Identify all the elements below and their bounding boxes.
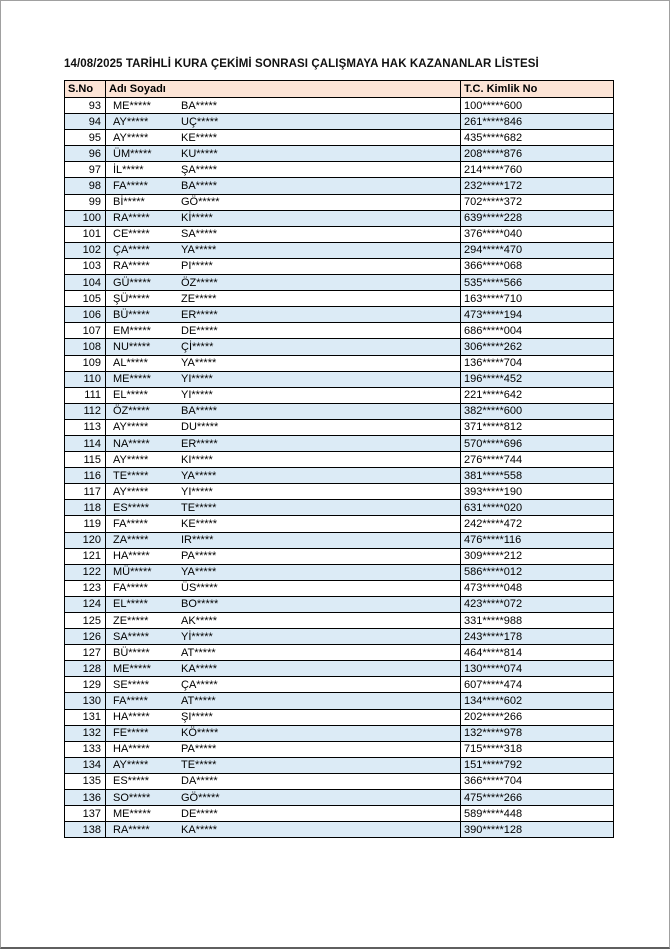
row-number-cell: 118 — [65, 500, 106, 516]
masked-last-name: KÖ***** — [181, 727, 219, 740]
masked-first-name: EL***** — [113, 389, 148, 402]
table-row — [65, 773, 614, 789]
row-name-cell — [106, 178, 461, 194]
masked-first-name: AY***** — [113, 485, 149, 498]
masked-last-name: YA***** — [181, 244, 217, 257]
row-name-cell — [106, 146, 461, 162]
table-row — [65, 258, 614, 274]
row-id-number-cell: 208*****876 — [461, 146, 614, 162]
row-name-cell — [106, 355, 461, 371]
masked-first-name: ME***** — [113, 373, 151, 386]
masked-first-name: ME***** — [113, 99, 151, 112]
row-number-cell: 103 — [65, 258, 106, 274]
table-row — [65, 790, 614, 806]
row-name-cell — [106, 419, 461, 435]
masked-last-name: DE***** — [181, 324, 218, 337]
table-row — [65, 355, 614, 371]
table-row — [65, 194, 614, 210]
row-name-cell — [106, 677, 461, 693]
row-name-cell — [106, 130, 461, 146]
row-number-cell: 135 — [65, 773, 106, 789]
row-id-number-cell: 134*****602 — [461, 693, 614, 709]
table-row — [65, 403, 614, 419]
masked-first-name: TE***** — [113, 469, 149, 482]
row-id-number-cell: 473*****194 — [461, 307, 614, 323]
row-name-cell — [106, 790, 461, 806]
masked-last-name: Yİ***** — [181, 630, 213, 643]
row-name-cell — [106, 822, 461, 838]
row-id-number-cell: 464*****814 — [461, 645, 614, 661]
table-row — [65, 162, 614, 178]
masked-first-name: GÜ***** — [113, 276, 151, 289]
masked-first-name: AY***** — [113, 759, 149, 772]
row-number-cell: 122 — [65, 564, 106, 580]
row-name-cell — [106, 629, 461, 645]
table-row — [65, 114, 614, 130]
table-row — [65, 146, 614, 162]
row-number-cell: 129 — [65, 677, 106, 693]
masked-last-name: KE***** — [181, 131, 218, 144]
row-name-cell — [106, 323, 461, 339]
masked-last-name: ÇA***** — [181, 678, 218, 691]
row-id-number-cell: 639*****228 — [461, 210, 614, 226]
row-id-number-cell: 196*****452 — [461, 371, 614, 387]
column-header-sno: S.No — [65, 81, 106, 98]
row-name-cell — [106, 725, 461, 741]
row-number-cell: 98 — [65, 178, 106, 194]
masked-first-name: AY***** — [113, 421, 149, 434]
row-number-cell: 111 — [65, 387, 106, 403]
table-row — [65, 178, 614, 194]
row-id-number-cell: 476*****116 — [461, 532, 614, 548]
table-row — [65, 693, 614, 709]
masked-last-name: YA***** — [181, 357, 217, 370]
row-number-cell: 100 — [65, 210, 106, 226]
masked-last-name: PA***** — [181, 743, 217, 756]
row-id-number-cell: 570*****696 — [461, 435, 614, 451]
masked-first-name: Bİ***** — [113, 196, 145, 209]
row-id-number-cell: 393*****190 — [461, 484, 614, 500]
row-number-cell: 101 — [65, 226, 106, 242]
masked-first-name: NA***** — [113, 437, 150, 450]
row-number-cell: 104 — [65, 275, 106, 291]
table-row — [65, 339, 614, 355]
masked-first-name: AY***** — [113, 115, 149, 128]
table-row — [65, 307, 614, 323]
row-name-cell — [106, 387, 461, 403]
row-id-number-cell: 715*****318 — [461, 741, 614, 757]
row-name-cell — [106, 564, 461, 580]
row-id-number-cell: 163*****710 — [461, 291, 614, 307]
table-header-row — [65, 81, 614, 98]
masked-first-name: FA***** — [113, 582, 148, 595]
masked-last-name: DE***** — [181, 807, 218, 820]
table-row — [65, 435, 614, 451]
table-row — [65, 323, 614, 339]
row-id-number-cell: 136*****704 — [461, 355, 614, 371]
table-row — [65, 806, 614, 822]
row-id-number-cell: 381*****558 — [461, 468, 614, 484]
row-number-cell: 106 — [65, 307, 106, 323]
table-header — [65, 81, 614, 98]
masked-last-name: TE***** — [181, 759, 217, 772]
row-id-number-cell: 130*****074 — [461, 661, 614, 677]
row-id-number-cell: 132*****978 — [461, 725, 614, 741]
masked-last-name: BA***** — [181, 99, 218, 112]
table-row — [65, 226, 614, 242]
row-id-number-cell: 151*****792 — [461, 757, 614, 773]
row-id-number-cell: 631*****020 — [461, 500, 614, 516]
row-number-cell: 102 — [65, 242, 106, 258]
masked-last-name: GÖ***** — [181, 791, 220, 804]
row-name-cell — [106, 162, 461, 178]
row-id-number-cell: 390*****128 — [461, 822, 614, 838]
row-id-number-cell: 100*****600 — [461, 98, 614, 114]
masked-last-name: IR***** — [181, 534, 214, 547]
masked-first-name: FA***** — [113, 695, 148, 708]
row-number-cell: 127 — [65, 645, 106, 661]
row-name-cell — [106, 403, 461, 419]
masked-first-name: BÜ***** — [113, 308, 150, 321]
masked-first-name: BÜ***** — [113, 646, 150, 659]
row-name-cell — [106, 226, 461, 242]
row-number-cell: 95 — [65, 130, 106, 146]
table-row — [65, 291, 614, 307]
masked-last-name: DA***** — [181, 775, 218, 788]
row-number-cell: 123 — [65, 580, 106, 596]
row-id-number-cell: 242*****472 — [461, 516, 614, 532]
masked-first-name: SE***** — [113, 678, 150, 691]
masked-first-name: RA***** — [113, 823, 150, 836]
masked-last-name: BO***** — [181, 598, 219, 611]
table-row — [65, 275, 614, 291]
masked-first-name: HA***** — [113, 743, 150, 756]
masked-last-name: ER***** — [181, 308, 218, 321]
masked-first-name: ÖZ***** — [113, 405, 150, 418]
row-id-number-cell: 423*****072 — [461, 596, 614, 612]
table-row — [65, 516, 614, 532]
row-number-cell: 128 — [65, 661, 106, 677]
masked-last-name: YI***** — [181, 389, 213, 402]
row-name-cell — [106, 291, 461, 307]
row-name-cell — [106, 307, 461, 323]
masked-last-name: SA***** — [181, 228, 218, 241]
masked-last-name: PA***** — [181, 550, 217, 563]
row-name-cell — [106, 98, 461, 114]
row-number-cell: 124 — [65, 596, 106, 612]
row-id-number-cell: 475*****266 — [461, 790, 614, 806]
row-id-number-cell: 376*****040 — [461, 226, 614, 242]
masked-first-name: SO***** — [113, 791, 151, 804]
masked-last-name: BA***** — [181, 180, 218, 193]
winners-table — [64, 80, 614, 838]
masked-first-name: MÜ***** — [113, 566, 152, 579]
row-number-cell: 126 — [65, 629, 106, 645]
row-name-cell — [106, 757, 461, 773]
masked-first-name: ŞÜ***** — [113, 292, 150, 305]
masked-first-name: AL***** — [113, 357, 148, 370]
masked-last-name: ZE***** — [181, 292, 217, 305]
masked-last-name: ŞI***** — [181, 711, 213, 724]
table-row — [65, 677, 614, 693]
masked-last-name: TE***** — [181, 501, 217, 514]
row-name-cell — [106, 661, 461, 677]
row-name-cell — [106, 596, 461, 612]
row-name-cell — [106, 709, 461, 725]
table-row — [65, 210, 614, 226]
column-header-name: Adı Soyadı — [106, 81, 461, 98]
row-id-number-cell: 306*****262 — [461, 339, 614, 355]
masked-first-name: NU***** — [113, 340, 151, 353]
masked-last-name: AK***** — [181, 614, 218, 627]
table-row — [65, 741, 614, 757]
masked-last-name: ÖZ***** — [181, 276, 218, 289]
row-name-cell — [106, 693, 461, 709]
row-number-cell: 119 — [65, 516, 106, 532]
row-name-cell — [106, 484, 461, 500]
masked-first-name: FA***** — [113, 180, 148, 193]
row-number-cell: 93 — [65, 98, 106, 114]
row-id-number-cell: 535*****566 — [461, 275, 614, 291]
masked-first-name: EL***** — [113, 598, 148, 611]
table-row — [65, 484, 614, 500]
row-id-number-cell: 435*****682 — [461, 130, 614, 146]
table-row — [65, 532, 614, 548]
row-id-number-cell: 382*****600 — [461, 403, 614, 419]
row-number-cell: 138 — [65, 822, 106, 838]
page-title: 14/08/2025 TARİHLİ KURA ÇEKİMİ SONRASI ÇALIŞMAYA HAK KAZANANLAR LİSTESİ — [64, 58, 539, 70]
column-header-id: T.C. Kimlik No — [461, 81, 614, 98]
row-id-number-cell: 366*****704 — [461, 773, 614, 789]
row-id-number-cell: 589*****448 — [461, 806, 614, 822]
row-name-cell — [106, 500, 461, 516]
row-number-cell: 97 — [65, 162, 106, 178]
row-id-number-cell: 702*****372 — [461, 194, 614, 210]
masked-first-name: RA***** — [113, 212, 150, 225]
masked-first-name: ZE***** — [113, 614, 149, 627]
table-row — [65, 709, 614, 725]
row-name-cell — [106, 194, 461, 210]
masked-last-name: KU***** — [181, 147, 218, 160]
table-row — [65, 98, 614, 114]
masked-last-name: PI***** — [181, 260, 213, 273]
row-number-cell: 94 — [65, 114, 106, 130]
row-number-cell: 121 — [65, 548, 106, 564]
masked-last-name: Çİ***** — [181, 340, 214, 353]
row-name-cell — [106, 242, 461, 258]
row-name-cell — [106, 275, 461, 291]
row-name-cell — [106, 645, 461, 661]
masked-last-name: KI***** — [181, 453, 213, 466]
row-name-cell — [106, 516, 461, 532]
row-id-number-cell: 586*****012 — [461, 564, 614, 580]
row-name-cell — [106, 580, 461, 596]
row-id-number-cell: 607*****474 — [461, 677, 614, 693]
row-number-cell: 105 — [65, 291, 106, 307]
row-number-cell: 108 — [65, 339, 106, 355]
row-name-cell — [106, 806, 461, 822]
masked-last-name: DU***** — [181, 421, 219, 434]
masked-first-name: EM***** — [113, 324, 151, 337]
row-id-number-cell: 473*****048 — [461, 580, 614, 596]
row-name-cell — [106, 339, 461, 355]
row-name-cell — [106, 452, 461, 468]
row-name-cell — [106, 435, 461, 451]
masked-first-name: ÇA***** — [113, 244, 150, 257]
row-name-cell — [106, 468, 461, 484]
table-row — [65, 371, 614, 387]
masked-first-name: ME***** — [113, 807, 151, 820]
row-name-cell — [106, 548, 461, 564]
table-row — [65, 822, 614, 838]
masked-last-name: UÇ***** — [181, 115, 219, 128]
row-number-cell: 133 — [65, 741, 106, 757]
table-row — [65, 500, 614, 516]
masked-first-name: AY***** — [113, 131, 149, 144]
table-row — [65, 661, 614, 677]
row-number-cell: 110 — [65, 371, 106, 387]
table-row — [65, 419, 614, 435]
row-number-cell: 113 — [65, 419, 106, 435]
row-number-cell: 120 — [65, 532, 106, 548]
masked-last-name: ŞA***** — [181, 163, 218, 176]
row-number-cell: 137 — [65, 806, 106, 822]
row-id-number-cell: 202*****266 — [461, 709, 614, 725]
masked-last-name: KA***** — [181, 662, 218, 675]
masked-first-name: SA***** — [113, 630, 150, 643]
table-row — [65, 548, 614, 564]
row-name-cell — [106, 371, 461, 387]
table-row — [65, 242, 614, 258]
row-number-cell: 130 — [65, 693, 106, 709]
table-row — [65, 468, 614, 484]
row-number-cell: 136 — [65, 790, 106, 806]
row-number-cell: 107 — [65, 323, 106, 339]
masked-last-name: YI***** — [181, 373, 213, 386]
masked-last-name: Kİ***** — [181, 212, 213, 225]
row-number-cell: 109 — [65, 355, 106, 371]
row-number-cell: 99 — [65, 194, 106, 210]
table-row — [65, 629, 614, 645]
table-row — [65, 130, 614, 146]
table-row — [65, 564, 614, 580]
row-id-number-cell: 686*****004 — [461, 323, 614, 339]
row-id-number-cell: 214*****760 — [461, 162, 614, 178]
masked-first-name: ME***** — [113, 662, 151, 675]
table-body — [65, 98, 614, 838]
masked-first-name: FA***** — [113, 517, 148, 530]
row-number-cell: 96 — [65, 146, 106, 162]
table-row — [65, 725, 614, 741]
masked-last-name: AT***** — [181, 646, 216, 659]
masked-last-name: GÖ***** — [181, 196, 220, 209]
masked-first-name: ES***** — [113, 775, 150, 788]
table-row — [65, 613, 614, 629]
masked-first-name: CE***** — [113, 228, 150, 241]
row-id-number-cell: 232*****172 — [461, 178, 614, 194]
table-row — [65, 580, 614, 596]
row-id-number-cell: 309*****212 — [461, 548, 614, 564]
row-number-cell: 115 — [65, 452, 106, 468]
masked-last-name: YA***** — [181, 469, 217, 482]
table-row — [65, 452, 614, 468]
row-number-cell: 112 — [65, 403, 106, 419]
row-id-number-cell: 261*****846 — [461, 114, 614, 130]
masked-first-name: ES***** — [113, 501, 150, 514]
row-name-cell — [106, 258, 461, 274]
row-number-cell: 117 — [65, 484, 106, 500]
row-id-number-cell: 331*****988 — [461, 613, 614, 629]
masked-first-name: FE***** — [113, 727, 149, 740]
row-id-number-cell: 366*****068 — [461, 258, 614, 274]
table-row — [65, 387, 614, 403]
masked-last-name: KA***** — [181, 823, 218, 836]
masked-last-name: KE***** — [181, 517, 218, 530]
row-id-number-cell: 243*****178 — [461, 629, 614, 645]
masked-last-name: BA***** — [181, 405, 218, 418]
masked-first-name: HA***** — [113, 550, 150, 563]
masked-first-name: ZA***** — [113, 534, 149, 547]
masked-first-name: RA***** — [113, 260, 150, 273]
table-row — [65, 596, 614, 612]
masked-last-name: AT***** — [181, 695, 216, 708]
masked-last-name: YA***** — [181, 566, 217, 579]
row-name-cell — [106, 114, 461, 130]
masked-first-name: HA***** — [113, 711, 150, 724]
table-row — [65, 757, 614, 773]
masked-last-name: ER***** — [181, 437, 218, 450]
row-number-cell: 125 — [65, 613, 106, 629]
masked-last-name: ÜS***** — [181, 582, 218, 595]
masked-first-name: AY***** — [113, 453, 149, 466]
table-row — [65, 645, 614, 661]
row-name-cell — [106, 773, 461, 789]
masked-last-name: YI***** — [181, 485, 213, 498]
row-name-cell — [106, 613, 461, 629]
row-id-number-cell: 276*****744 — [461, 452, 614, 468]
masked-first-name: İL***** — [113, 163, 144, 176]
row-number-cell: 114 — [65, 435, 106, 451]
row-number-cell: 131 — [65, 709, 106, 725]
row-number-cell: 134 — [65, 757, 106, 773]
row-number-cell: 116 — [65, 468, 106, 484]
row-id-number-cell: 371*****812 — [461, 419, 614, 435]
row-number-cell: 132 — [65, 725, 106, 741]
row-id-number-cell: 221*****642 — [461, 387, 614, 403]
row-id-number-cell: 294*****470 — [461, 242, 614, 258]
masked-first-name: ÜM***** — [113, 147, 152, 160]
row-name-cell — [106, 741, 461, 757]
row-name-cell — [106, 210, 461, 226]
row-name-cell — [106, 532, 461, 548]
